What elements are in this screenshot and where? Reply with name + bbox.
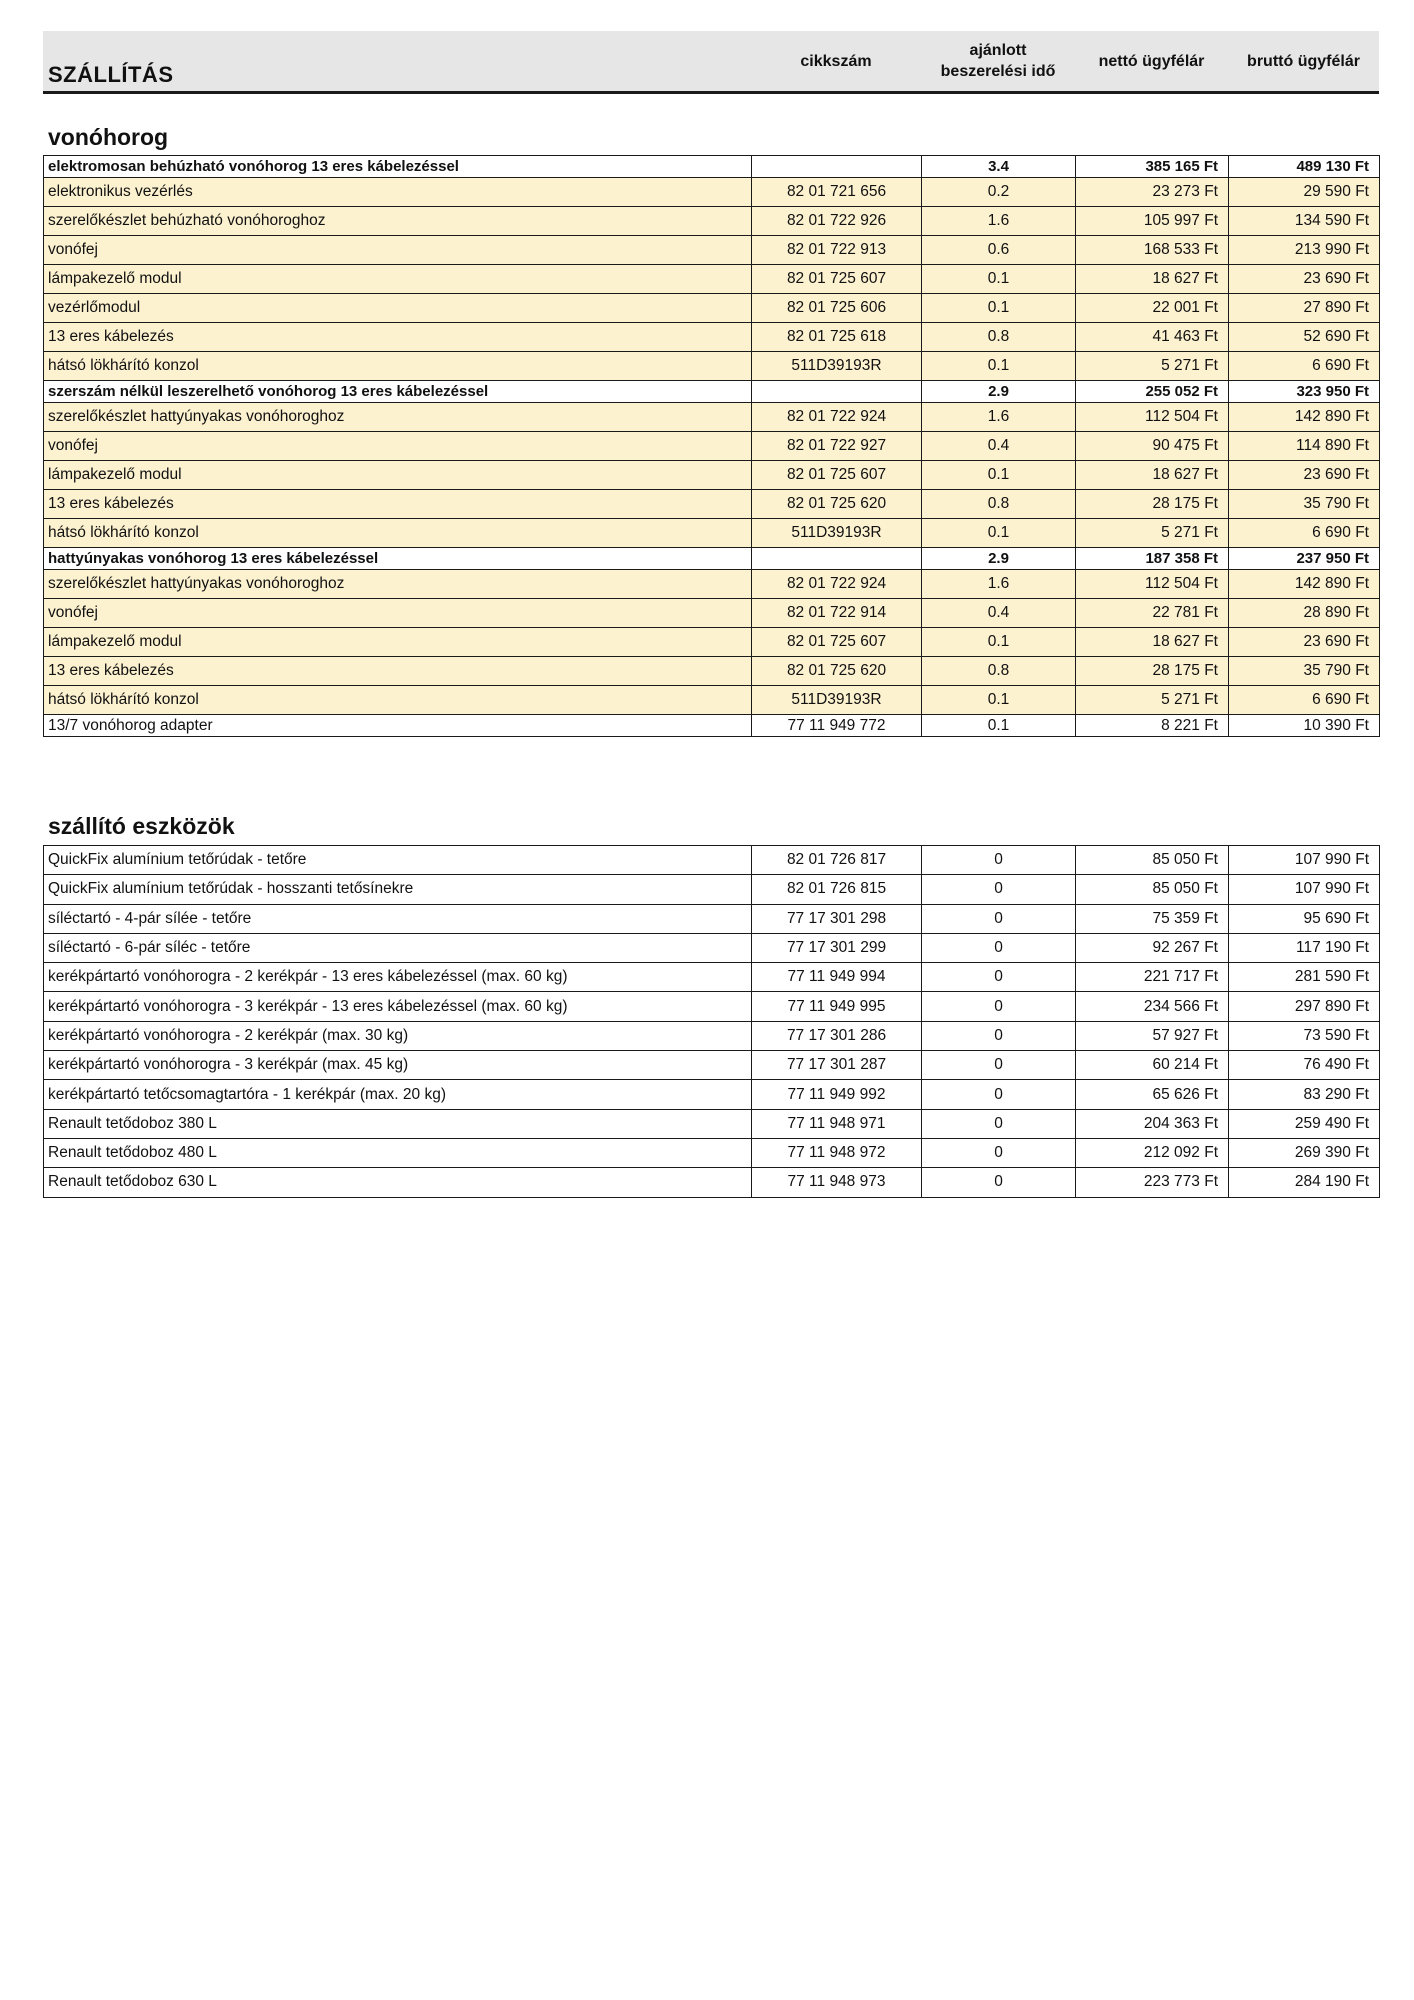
cell-code: [752, 381, 922, 403]
cell-gross: 213 990 Ft: [1229, 236, 1380, 265]
cell-name: lámpakezelő modul: [44, 461, 752, 490]
cell-net: 187 358 Ft: [1076, 548, 1229, 570]
cell-time: 0: [922, 992, 1076, 1021]
cell-time: 0: [922, 1168, 1076, 1197]
cell-name: hátsó lökhárító konzol: [44, 519, 752, 548]
cell-name: 13 eres kábelezés: [44, 657, 752, 686]
cell-name: elektronikus vezérlés: [44, 178, 752, 207]
cell-gross: 73 590 Ft: [1229, 1021, 1380, 1050]
cell-name: síléctartó - 4-pár sílée - tetőre: [44, 904, 752, 933]
table-row: [44, 323, 1380, 352]
cell-code: 82 01 726 815: [752, 875, 922, 904]
table-row: [44, 432, 1380, 461]
cell-gross: 28 890 Ft: [1229, 599, 1380, 628]
cell-time: 0: [922, 1138, 1076, 1167]
cell-name: kerékpártartó vonóhorogra - 3 kerékpár (max. 45 kg): [44, 1051, 752, 1080]
column-header-install-time-line2: beszerelési idő: [940, 63, 1056, 80]
cell-code: 511D39193R: [752, 519, 922, 548]
cell-time: 0.8: [922, 323, 1076, 352]
cell-net: 221 717 Ft: [1076, 963, 1229, 992]
cell-time: 0: [922, 1080, 1076, 1109]
table-row: [44, 715, 1380, 737]
cell-time: 2.9: [922, 381, 1076, 403]
table-row: [44, 403, 1380, 432]
cell-code: 511D39193R: [752, 686, 922, 715]
cell-gross: 142 890 Ft: [1229, 570, 1380, 599]
cell-code: 82 01 725 620: [752, 490, 922, 519]
cell-code: 77 11 948 973: [752, 1168, 922, 1197]
cell-gross: 6 690 Ft: [1229, 519, 1380, 548]
cell-time: 0.1: [922, 715, 1076, 737]
cell-gross: 6 690 Ft: [1229, 686, 1380, 715]
table-row: [44, 1080, 1380, 1109]
cell-code: 82 01 725 618: [752, 323, 922, 352]
cell-code: 82 01 725 620: [752, 657, 922, 686]
cell-net: 18 627 Ft: [1076, 628, 1229, 657]
table-row: [44, 570, 1380, 599]
cell-code: 77 17 301 286: [752, 1021, 922, 1050]
table-row: [44, 1138, 1380, 1167]
cell-code: 77 17 301 298: [752, 904, 922, 933]
cell-gross: 134 590 Ft: [1229, 207, 1380, 236]
table-row: [44, 207, 1380, 236]
cell-name: 13 eres kábelezés: [44, 490, 752, 519]
cell-time: 0.8: [922, 657, 1076, 686]
table-row: [44, 1051, 1380, 1080]
cell-net: 60 214 Ft: [1076, 1051, 1229, 1080]
cell-code: 82 01 725 607: [752, 265, 922, 294]
cell-time: 0.6: [922, 236, 1076, 265]
cell-net: 105 997 Ft: [1076, 207, 1229, 236]
cell-net: 92 267 Ft: [1076, 933, 1229, 962]
cell-code: 77 17 301 299: [752, 933, 922, 962]
table-row: [44, 1021, 1380, 1050]
cell-gross: 76 490 Ft: [1229, 1051, 1380, 1080]
cell-net: 5 271 Ft: [1076, 519, 1229, 548]
cell-time: 0: [922, 1021, 1076, 1050]
group-row: [44, 548, 1380, 570]
cell-name: 13 eres kábelezés: [44, 323, 752, 352]
column-header-gross-price: bruttó ügyfélár: [1247, 52, 1360, 70]
cell-code: 82 01 722 927: [752, 432, 922, 461]
cell-gross: 323 950 Ft: [1229, 381, 1380, 403]
cell-net: 5 271 Ft: [1076, 352, 1229, 381]
cell-gross: 23 690 Ft: [1229, 461, 1380, 490]
table-row: [44, 294, 1380, 323]
cell-name: lámpakezelő modul: [44, 265, 752, 294]
cell-gross: 269 390 Ft: [1229, 1138, 1380, 1167]
cell-name: szerelőkészlet hattyúnyakas vonóhoroghoz: [44, 570, 752, 599]
cell-gross: 27 890 Ft: [1229, 294, 1380, 323]
table-row: [44, 933, 1380, 962]
cell-code: 82 01 722 913: [752, 236, 922, 265]
group-row: [44, 381, 1380, 403]
cell-code: 82 01 722 924: [752, 403, 922, 432]
cell-net: 212 092 Ft: [1076, 1138, 1229, 1167]
table-row: [44, 628, 1380, 657]
cell-net: 385 165 Ft: [1076, 156, 1229, 178]
cell-name: Renault tetődoboz 480 L: [44, 1138, 752, 1167]
cell-time: 0: [922, 1051, 1076, 1080]
table-row: [44, 236, 1380, 265]
cell-name: QuickFix alumínium tetőrúdak - hosszanti tetősínekre: [44, 875, 752, 904]
cell-name: vonófej: [44, 599, 752, 628]
cell-code: 77 11 948 972: [752, 1138, 922, 1167]
cell-net: 41 463 Ft: [1076, 323, 1229, 352]
cell-gross: 114 890 Ft: [1229, 432, 1380, 461]
section-title-towbar: vonóhorog: [48, 124, 169, 150]
cell-net: 204 363 Ft: [1076, 1109, 1229, 1138]
cell-gross: 107 990 Ft: [1229, 846, 1380, 875]
cell-net: 18 627 Ft: [1076, 265, 1229, 294]
table-row: [44, 265, 1380, 294]
table-row: [44, 875, 1380, 904]
cell-code: 82 01 722 926: [752, 207, 922, 236]
table-row: [44, 904, 1380, 933]
cell-gross: 284 190 Ft: [1229, 1168, 1380, 1197]
cell-time: 0.1: [922, 519, 1076, 548]
cell-code: 77 11 949 772: [752, 715, 922, 737]
cell-gross: 52 690 Ft: [1229, 323, 1380, 352]
cell-code: 77 11 949 995: [752, 992, 922, 1021]
cell-name: Renault tetődoboz 630 L: [44, 1168, 752, 1197]
cell-gross: 107 990 Ft: [1229, 875, 1380, 904]
table-row: [44, 461, 1380, 490]
cell-gross: 35 790 Ft: [1229, 490, 1380, 519]
cell-time: 0: [922, 904, 1076, 933]
cell-net: 5 271 Ft: [1076, 686, 1229, 715]
cell-time: 0.2: [922, 178, 1076, 207]
cell-name: QuickFix alumínium tetőrúdak - tetőre: [44, 846, 752, 875]
cell-gross: 29 590 Ft: [1229, 178, 1380, 207]
cell-net: 85 050 Ft: [1076, 875, 1229, 904]
section-title-carriers: szállító eszközök: [48, 813, 235, 839]
cell-name: hátsó lökhárító konzol: [44, 686, 752, 715]
cell-net: 22 781 Ft: [1076, 599, 1229, 628]
table-header: [43, 31, 1379, 94]
table-row: [44, 490, 1380, 519]
cell-code: 82 01 726 817: [752, 846, 922, 875]
cell-name: kerékpártartó vonóhorogra - 3 kerékpár - 13 eres kábelezéssel (max. 60 kg): [44, 992, 752, 1021]
cell-net: 112 504 Ft: [1076, 570, 1229, 599]
cell-name: szerelőkészlet hattyúnyakas vonóhoroghoz: [44, 403, 752, 432]
cell-code: 82 01 725 606: [752, 294, 922, 323]
table-row: [44, 352, 1380, 381]
cell-name: kerékpártartó tetőcsomagtartóra - 1 kerékpár (max. 20 kg): [44, 1080, 752, 1109]
cell-name: szerelőkészlet behúzható vonóhoroghoz: [44, 207, 752, 236]
cell-name: hattyúnyakas vonóhorog 13 eres kábelezéssel: [44, 548, 752, 570]
cell-name: vezérlőmodul: [44, 294, 752, 323]
cell-net: 57 927 Ft: [1076, 1021, 1229, 1050]
table-row: [44, 686, 1380, 715]
cell-gross: 23 690 Ft: [1229, 628, 1380, 657]
cell-gross: 95 690 Ft: [1229, 904, 1380, 933]
cell-time: 0: [922, 963, 1076, 992]
cell-gross: 10 390 Ft: [1229, 715, 1380, 737]
cell-name: hátsó lökhárító konzol: [44, 352, 752, 381]
cell-name: vonófej: [44, 236, 752, 265]
cell-gross: 489 130 Ft: [1229, 156, 1380, 178]
cell-time: 0.4: [922, 599, 1076, 628]
cell-net: 168 533 Ft: [1076, 236, 1229, 265]
cell-time: 3.4: [922, 156, 1076, 178]
cell-net: 65 626 Ft: [1076, 1080, 1229, 1109]
cell-gross: 6 690 Ft: [1229, 352, 1380, 381]
cell-net: 18 627 Ft: [1076, 461, 1229, 490]
cell-time: 1.6: [922, 570, 1076, 599]
table-row: [44, 992, 1380, 1021]
cell-code: 82 01 722 924: [752, 570, 922, 599]
cell-net: 28 175 Ft: [1076, 490, 1229, 519]
table-row: [44, 1168, 1380, 1197]
cell-net: 234 566 Ft: [1076, 992, 1229, 1021]
cell-time: 0.1: [922, 294, 1076, 323]
cell-net: 8 221 Ft: [1076, 715, 1229, 737]
cell-name: kerékpártartó vonóhorogra - 2 kerékpár - 13 eres kábelezéssel (max. 60 kg): [44, 963, 752, 992]
cell-time: 1.6: [922, 207, 1076, 236]
cell-code: [752, 156, 922, 178]
table-row: [44, 1109, 1380, 1138]
cell-code: 77 17 301 287: [752, 1051, 922, 1080]
cell-gross: 23 690 Ft: [1229, 265, 1380, 294]
cell-code: [752, 548, 922, 570]
column-header-install-time: [921, 31, 1075, 91]
cell-name: elektromosan behúzható vonóhorog 13 eres kábelezéssel: [44, 156, 752, 178]
cell-name: vonófej: [44, 432, 752, 461]
cell-time: 2.9: [922, 548, 1076, 570]
column-header-install-time-line1: ajánlott: [969, 42, 1027, 59]
cell-gross: 259 490 Ft: [1229, 1109, 1380, 1138]
cell-code: 82 01 725 607: [752, 461, 922, 490]
cell-gross: 35 790 Ft: [1229, 657, 1380, 686]
cell-time: 0.4: [922, 432, 1076, 461]
cell-net: 112 504 Ft: [1076, 403, 1229, 432]
cell-code: 82 01 721 656: [752, 178, 922, 207]
cell-net: 255 052 Ft: [1076, 381, 1229, 403]
towbar-table: [43, 155, 1380, 737]
cell-net: 75 359 Ft: [1076, 904, 1229, 933]
column-header-code: cikkszám: [800, 52, 872, 70]
column-header-net-price: nettó ügyfélár: [1098, 52, 1205, 70]
cell-code: 82 01 722 914: [752, 599, 922, 628]
cell-net: 85 050 Ft: [1076, 846, 1229, 875]
cell-gross: 237 950 Ft: [1229, 548, 1380, 570]
cell-gross: 83 290 Ft: [1229, 1080, 1380, 1109]
table-row: [44, 846, 1380, 875]
cell-net: 23 273 Ft: [1076, 178, 1229, 207]
cell-gross: 297 890 Ft: [1229, 992, 1380, 1021]
cell-time: 1.6: [922, 403, 1076, 432]
cell-time: 0: [922, 1109, 1076, 1138]
cell-name: Renault tetődoboz 380 L: [44, 1109, 752, 1138]
cell-time: 0.1: [922, 265, 1076, 294]
cell-code: 77 11 949 992: [752, 1080, 922, 1109]
cell-time: 0: [922, 933, 1076, 962]
cell-name: szerszám nélkül leszerelhető vonóhorog 13 eres kábelezéssel: [44, 381, 752, 403]
table-row: [44, 657, 1380, 686]
cell-name: kerékpártartó vonóhorogra - 2 kerékpár (max. 30 kg): [44, 1021, 752, 1050]
cell-time: 0.1: [922, 628, 1076, 657]
group-row: [44, 156, 1380, 178]
cell-name: lámpakezelő modul: [44, 628, 752, 657]
cell-net: 223 773 Ft: [1076, 1168, 1229, 1197]
table-row: [44, 963, 1380, 992]
cell-name: 13/7 vonóhorog adapter: [44, 715, 752, 737]
cell-time: 0: [922, 875, 1076, 904]
cell-code: 82 01 725 607: [752, 628, 922, 657]
table-row: [44, 178, 1380, 207]
cell-time: 0.1: [922, 461, 1076, 490]
table-row: [44, 519, 1380, 548]
cell-time: 0.1: [922, 352, 1076, 381]
cell-time: 0: [922, 846, 1076, 875]
cell-gross: 281 590 Ft: [1229, 963, 1380, 992]
table-row: [44, 599, 1380, 628]
cell-code: 511D39193R: [752, 352, 922, 381]
cell-code: 77 11 948 971: [752, 1109, 922, 1138]
cell-net: 28 175 Ft: [1076, 657, 1229, 686]
cell-code: 77 11 949 994: [752, 963, 922, 992]
cell-net: 90 475 Ft: [1076, 432, 1229, 461]
cell-gross: 142 890 Ft: [1229, 403, 1380, 432]
cell-name: síléctartó - 6-pár síléc - tetőre: [44, 933, 752, 962]
page-title: SZÁLLÍTÁS: [48, 62, 174, 87]
carriers-table: [43, 845, 1380, 1198]
cell-time: 0.8: [922, 490, 1076, 519]
cell-gross: 117 190 Ft: [1229, 933, 1380, 962]
cell-net: 22 001 Ft: [1076, 294, 1229, 323]
cell-time: 0.1: [922, 686, 1076, 715]
